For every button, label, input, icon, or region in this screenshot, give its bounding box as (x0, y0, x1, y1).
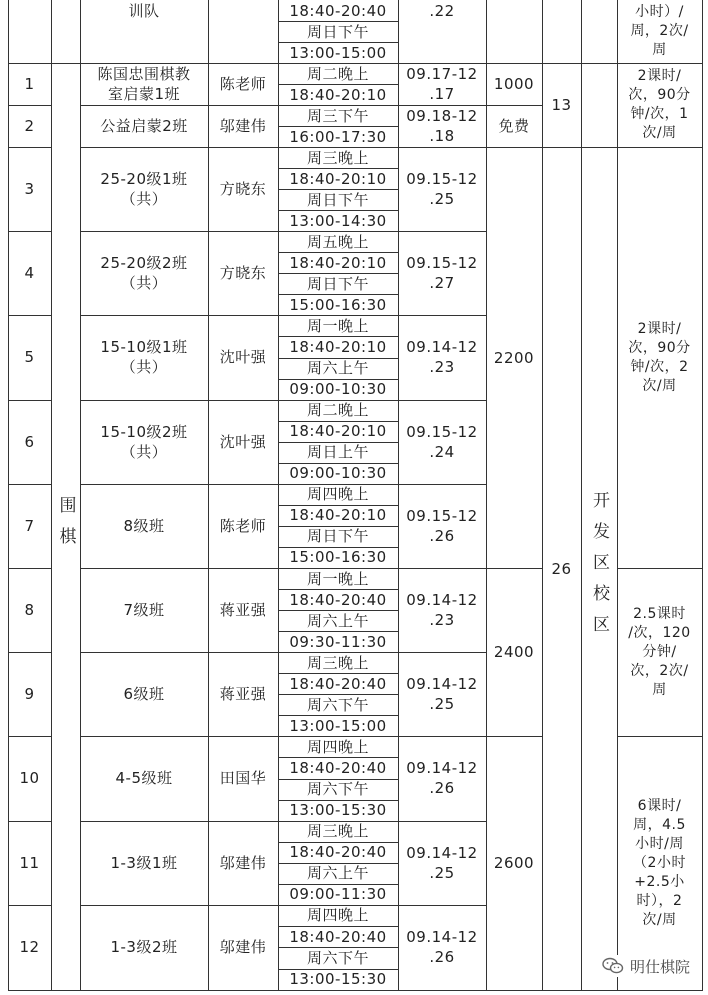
session-day: 周二晚上 (306, 64, 369, 83)
course-name: 25-20级1班 （共） (100, 170, 188, 209)
price-cell: 2400 (493, 643, 535, 662)
teacher-name: 方晓东 (219, 180, 267, 199)
price-cell: 2600 (493, 854, 535, 873)
session-time: 09:00-10:30 (289, 464, 387, 483)
campus-cell: 开发区校区 (589, 491, 609, 646)
row-number: 9 (24, 685, 35, 704)
count-cell: 26 (551, 559, 572, 578)
course-name: 4-5级班 (115, 769, 173, 788)
session-day: 周六上午 (306, 359, 369, 378)
subject-cell: 围棋 (55, 495, 76, 558)
session-day: 周四晚上 (306, 737, 369, 756)
session-time: 18:40-20:10 (289, 169, 387, 188)
session-time: 13:00-15:30 (289, 970, 387, 989)
row-number: 8 (24, 601, 35, 620)
date-range: 09.15-12 .26 (406, 506, 478, 545)
session-time: 18:40-20:40 (289, 590, 387, 609)
date-range: 09.14-12 .23 (406, 338, 478, 377)
teacher-name: 方晓东 (219, 264, 267, 283)
date-range: 09.14-12 .25 (406, 843, 478, 882)
row-number: 3 (24, 180, 35, 199)
session-day: 周三晚上 (306, 653, 369, 672)
session-day: 周一晚上 (306, 569, 369, 588)
row-number: 12 (19, 938, 40, 957)
price-cell: 1000 (493, 75, 535, 93)
teacher-name: 邬建伟 (219, 117, 267, 135)
session-day: 周六上午 (306, 864, 369, 883)
price-cell: 免费 (498, 117, 530, 135)
watermark (602, 955, 690, 977)
session-time: 09:30-11:30 (289, 632, 387, 651)
course-name: 15-10级2班 （共） (100, 422, 188, 461)
session-time: 15:00-16:30 (289, 548, 387, 567)
session-day: 周日上午 (306, 443, 369, 462)
session-time: 18:40-20:10 (289, 337, 387, 356)
session-time: 09:00-10:30 (289, 380, 387, 399)
teacher-name: 陈老师 (219, 516, 267, 535)
course-name: 25-20级2班 （共） (100, 254, 188, 293)
note-cell: 2课时/ 次，90分 钟/次，2 次/周 (628, 320, 691, 394)
session-day: 周三晚上 (306, 822, 369, 841)
teacher-name: 蒋亚强 (219, 685, 267, 704)
session-day: 周一晚上 (306, 316, 369, 335)
course-name: 1-3级1班 (110, 853, 178, 872)
course-name: 15-10级1班 （共） (100, 338, 188, 377)
row-number: 10 (19, 769, 40, 788)
date-range: 09.15-12 .25 (406, 170, 478, 209)
teacher-name: 田国华 (219, 769, 267, 788)
session-day: 周六下午 (306, 780, 369, 799)
row-number: 7 (24, 516, 35, 535)
session-day: 周日下午 (306, 527, 369, 546)
note-cell: 2.5课时 /次，120 分钟/ 次，2次/ 周 (628, 605, 691, 698)
session-time: 18:40-20:10 (289, 422, 387, 441)
session-time: 16:00-17:30 (289, 127, 387, 146)
watermark-text: 明仕棋院 (629, 957, 690, 976)
teacher-name: 邬建伟 (219, 853, 267, 872)
count-cell: 13 (551, 96, 572, 114)
date-range: 09.14-12 .25 (406, 675, 478, 714)
session-day: 周日下午 (306, 274, 369, 293)
course-name: 7级班 (123, 601, 165, 620)
date-range: 09.17-12 .17 (406, 65, 478, 103)
course-name: 公益启蒙2班 (100, 117, 188, 135)
session-time: 18:40-20:40 (289, 843, 387, 862)
note-cell: 6课时/ 周，4.5 小时/周 （2小时 +2.5小 时），2 次/周 (633, 797, 686, 928)
time-cell: 18:40-20:40 (289, 1, 387, 20)
course-name: 6级班 (123, 685, 165, 704)
session-time: 18:40-20:10 (289, 506, 387, 525)
date-range: 09.14-12 .23 (406, 591, 478, 630)
session-time: 15:00-16:30 (289, 295, 387, 314)
session-time: 18:40-20:40 (289, 674, 387, 693)
wechat-icon (602, 957, 624, 975)
teacher-name: 蒋亚强 (219, 601, 267, 620)
row-number: 2 (24, 117, 35, 135)
session-time: 13:00-14:30 (289, 211, 387, 230)
date-cell: .22 (429, 1, 455, 20)
date-range: 09.15-12 .24 (406, 422, 478, 461)
row-number: 5 (24, 348, 35, 367)
session-day: 周六下午 (306, 695, 369, 714)
time-cell: 13:00-15:00 (289, 43, 387, 62)
session-day: 周四晚上 (306, 485, 369, 504)
teacher-name: 陈老师 (219, 75, 267, 93)
row-number: 4 (24, 264, 35, 283)
session-time: 18:40-20:40 (289, 758, 387, 777)
row-number: 1 (24, 75, 35, 93)
session-time: 18:40-20:40 (289, 927, 387, 946)
session-day: 周三晚上 (306, 148, 369, 167)
course-name: 8级班 (123, 516, 165, 535)
date-range: 09.18-12 .18 (406, 107, 478, 145)
session-cell: 周日下午 (306, 22, 369, 41)
price-cell: 2200 (493, 348, 535, 367)
session-time: 18:40-20:10 (289, 253, 387, 272)
session-time: 09:00-11:30 (289, 885, 387, 904)
course-name: 陈国忠围棋教 室启蒙1班 (97, 65, 191, 103)
date-range: 09.14-12 .26 (406, 759, 478, 798)
session-time: 18:40-20:10 (289, 85, 387, 104)
session-day: 周六上午 (306, 611, 369, 630)
session-day: 周二晚上 (306, 401, 369, 420)
session-day: 周六下午 (306, 949, 369, 968)
session-day: 周三下午 (306, 106, 369, 125)
teacher-name: 沈叶强 (219, 348, 267, 367)
teacher-name: 邬建伟 (219, 938, 267, 957)
session-time: 13:00-15:00 (289, 716, 387, 735)
course-name: 1-3级2班 (110, 938, 178, 957)
course-cell: 训队 (128, 1, 160, 20)
note-cell: 小时）/ 周，2次/ 周 (630, 4, 689, 58)
session-day: 周四晚上 (306, 906, 369, 925)
date-range: 09.14-12 .26 (406, 928, 478, 967)
note-cell: 2课时/ 次，90分 钟/次，1 次/周 (628, 68, 691, 141)
date-range: 09.15-12 .27 (406, 254, 478, 293)
session-day: 周五晚上 (306, 232, 369, 251)
teacher-name: 沈叶强 (219, 432, 267, 451)
session-time: 13:00-15:30 (289, 801, 387, 820)
row-number: 6 (24, 432, 35, 451)
session-day: 周日下午 (306, 190, 369, 209)
row-number: 11 (19, 853, 40, 872)
